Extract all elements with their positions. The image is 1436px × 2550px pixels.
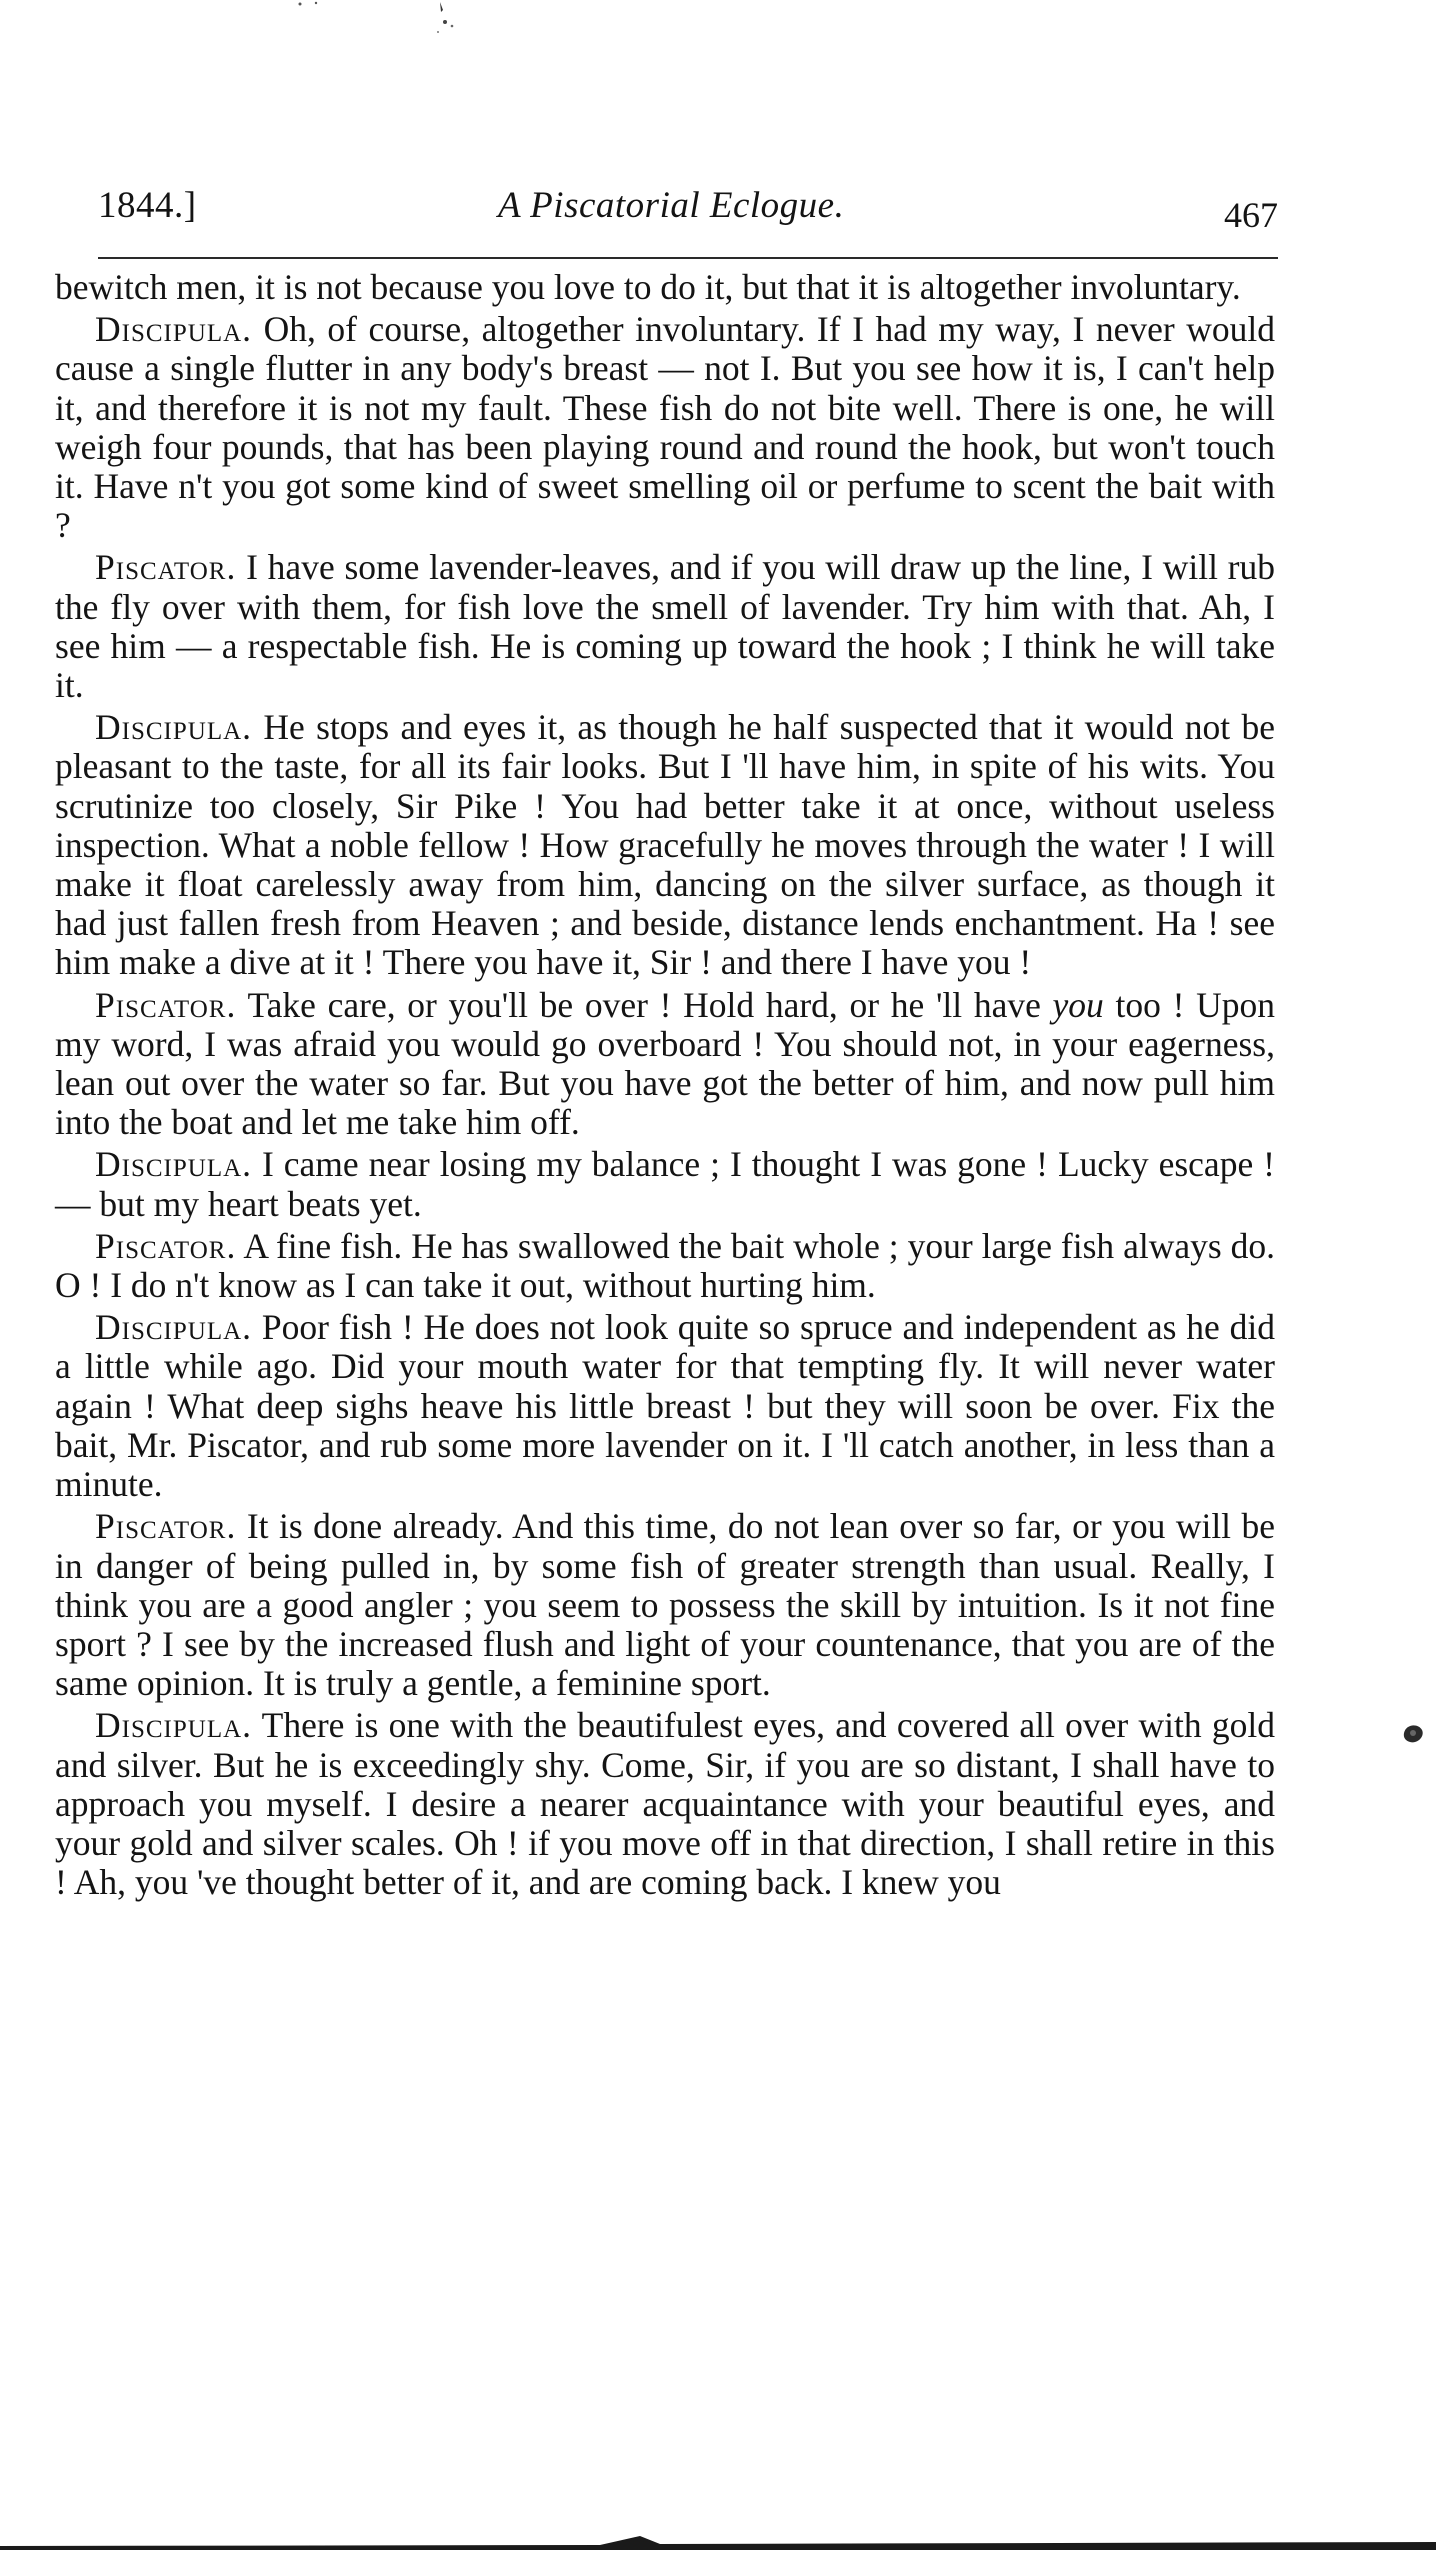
speaker-label: Piscator. (95, 1225, 237, 1266)
paragraph-piscator (55, 548, 1275, 705)
paragraph-text: I came near losing my balance ; I thought I was gone ! Lucky escape ! — but my heart beats yet. (55, 1144, 1275, 1224)
paragraph-continuation (55, 268, 1275, 307)
paragraph-text: It is done already. And this time, do not lean over so far, or you will be in danger of being pulled in, by some fish of greater strength than usual. Really, I think you are a good angler ; you seem to possess the skill by intuition. Is it not fine sport ? I see by the increased flush and light of your countenance, that you are of the same opinion. It is truly a gentle, a feminine sport. (55, 1506, 1276, 1704)
paragraph-text: Take care, or you'll be over ! Hold hard, or he 'll have (247, 984, 1053, 1025)
paragraph-text: too ! Upon my word, I was afraid you would go overboard ! You should not, in your eagerness, lean out over the water so far. But you have got the better of him, and now pull him into the boat and let me take him off. (55, 984, 1275, 1143)
speaker-label: Discipula. (95, 707, 253, 748)
paragraph-piscator (55, 986, 1275, 1143)
paragraph-text: bewitch men, it is not because you love to do it, but that it is altogether involuntary. (55, 267, 1241, 307)
paragraph-piscator (55, 1507, 1275, 1703)
speaker-label: Discipula. (95, 1307, 253, 1348)
speaker-label: Piscator. (95, 547, 237, 588)
ink-speck-marks (290, 0, 460, 40)
running-head-title: A Piscatorial Eclogue. (498, 185, 845, 226)
speaker-label: Discipula. (95, 1144, 253, 1185)
speaker-label: Discipula. (95, 1705, 253, 1746)
speaker-label: Piscator. (95, 1506, 237, 1547)
paragraph-discipula (55, 708, 1275, 982)
page-number: 467 (1224, 195, 1278, 235)
speaker-label: Discipula. (95, 309, 253, 350)
running-header (98, 180, 1278, 236)
paragraph-discipula (55, 310, 1275, 545)
paragraph-text: Oh, of course, altogether involuntary. If I had my way, I never would cause a single flutter in any body's breast — not I. But you see how it is, I can't help it, and therefore it is not my fault. These fish do not bite well. There is one, he will weigh four pounds, that has been playing round and round the hook, but won't touch it. Have n't you got some kind of sweet smelling oil or perfume to scent the bait with ? (55, 309, 1276, 546)
running-head-year: 1844.] (98, 185, 197, 226)
paragraph-text: I have some lavender-leaves, and if you will draw up the line, I will rub the fly over with them, for fish love the smell of lavender. Try him with that. Ah, I see him — a respectable fish. He is coming up toward the hook ; I think he will take it. (55, 547, 1275, 706)
paragraph-text: He stops and eyes it, as though he half suspected that it would not be pleasant to the taste, for all its fair looks. But I 'll have him, in spite of his wits. You scrutinize too closely, Sir Pike ! You had better take it at once, without useless inspection. What a noble fellow ! How gracefully he moves through the water ! I will make it float carelessly away from him, dancing on the silver surface, as though it had just fallen fresh from Heaven ; and beside, distance lends enchantment. Ha ! see him make a dive at it ! There you have it, Sir ! and there I have you ! (55, 707, 1275, 983)
paragraph-text: There is one with the beautifulest eyes, and covered all over with gold and silver. But he is exceedingly shy. Come, Sir, if you are so distant, I shall have to approach you myself. I desire a nearer acquaintance with your beautiful eyes, and your gold and silver scales. Oh ! if you move off in that direction, I shall retire in this ! Ah, you 've thought better of it, and are coming back. I knew you (55, 1705, 1276, 1903)
header-rule (98, 257, 1278, 259)
page-bottom-edge (0, 2530, 1436, 2550)
paragraph-piscator (55, 1227, 1275, 1305)
paragraph-discipula (55, 1145, 1275, 1223)
body-text (55, 268, 1275, 1902)
paragraph-discipula (55, 1706, 1275, 1902)
margin-ink-blot (1400, 1720, 1426, 1746)
paragraph-text: Poor fish ! He does not look quite so spruce and independent as he did a little while ago. Did your mouth water for that tempting fly. It will never water again ! What deep sighs heave his little breast ! but they will soon be over. Fix the bait, Mr. Piscator, and rub some more lavender on it. I 'll catch another, in less than a minute. (55, 1307, 1275, 1505)
emphasized-word: you (1052, 984, 1104, 1025)
paragraph-discipula (55, 1308, 1275, 1504)
paragraph-text: A fine fish. He has swallowed the bait whole ; your large fish always do. O ! I do n't know as I can take it out, without hurting him. (55, 1225, 1276, 1306)
speaker-label: Piscator. (95, 984, 237, 1025)
